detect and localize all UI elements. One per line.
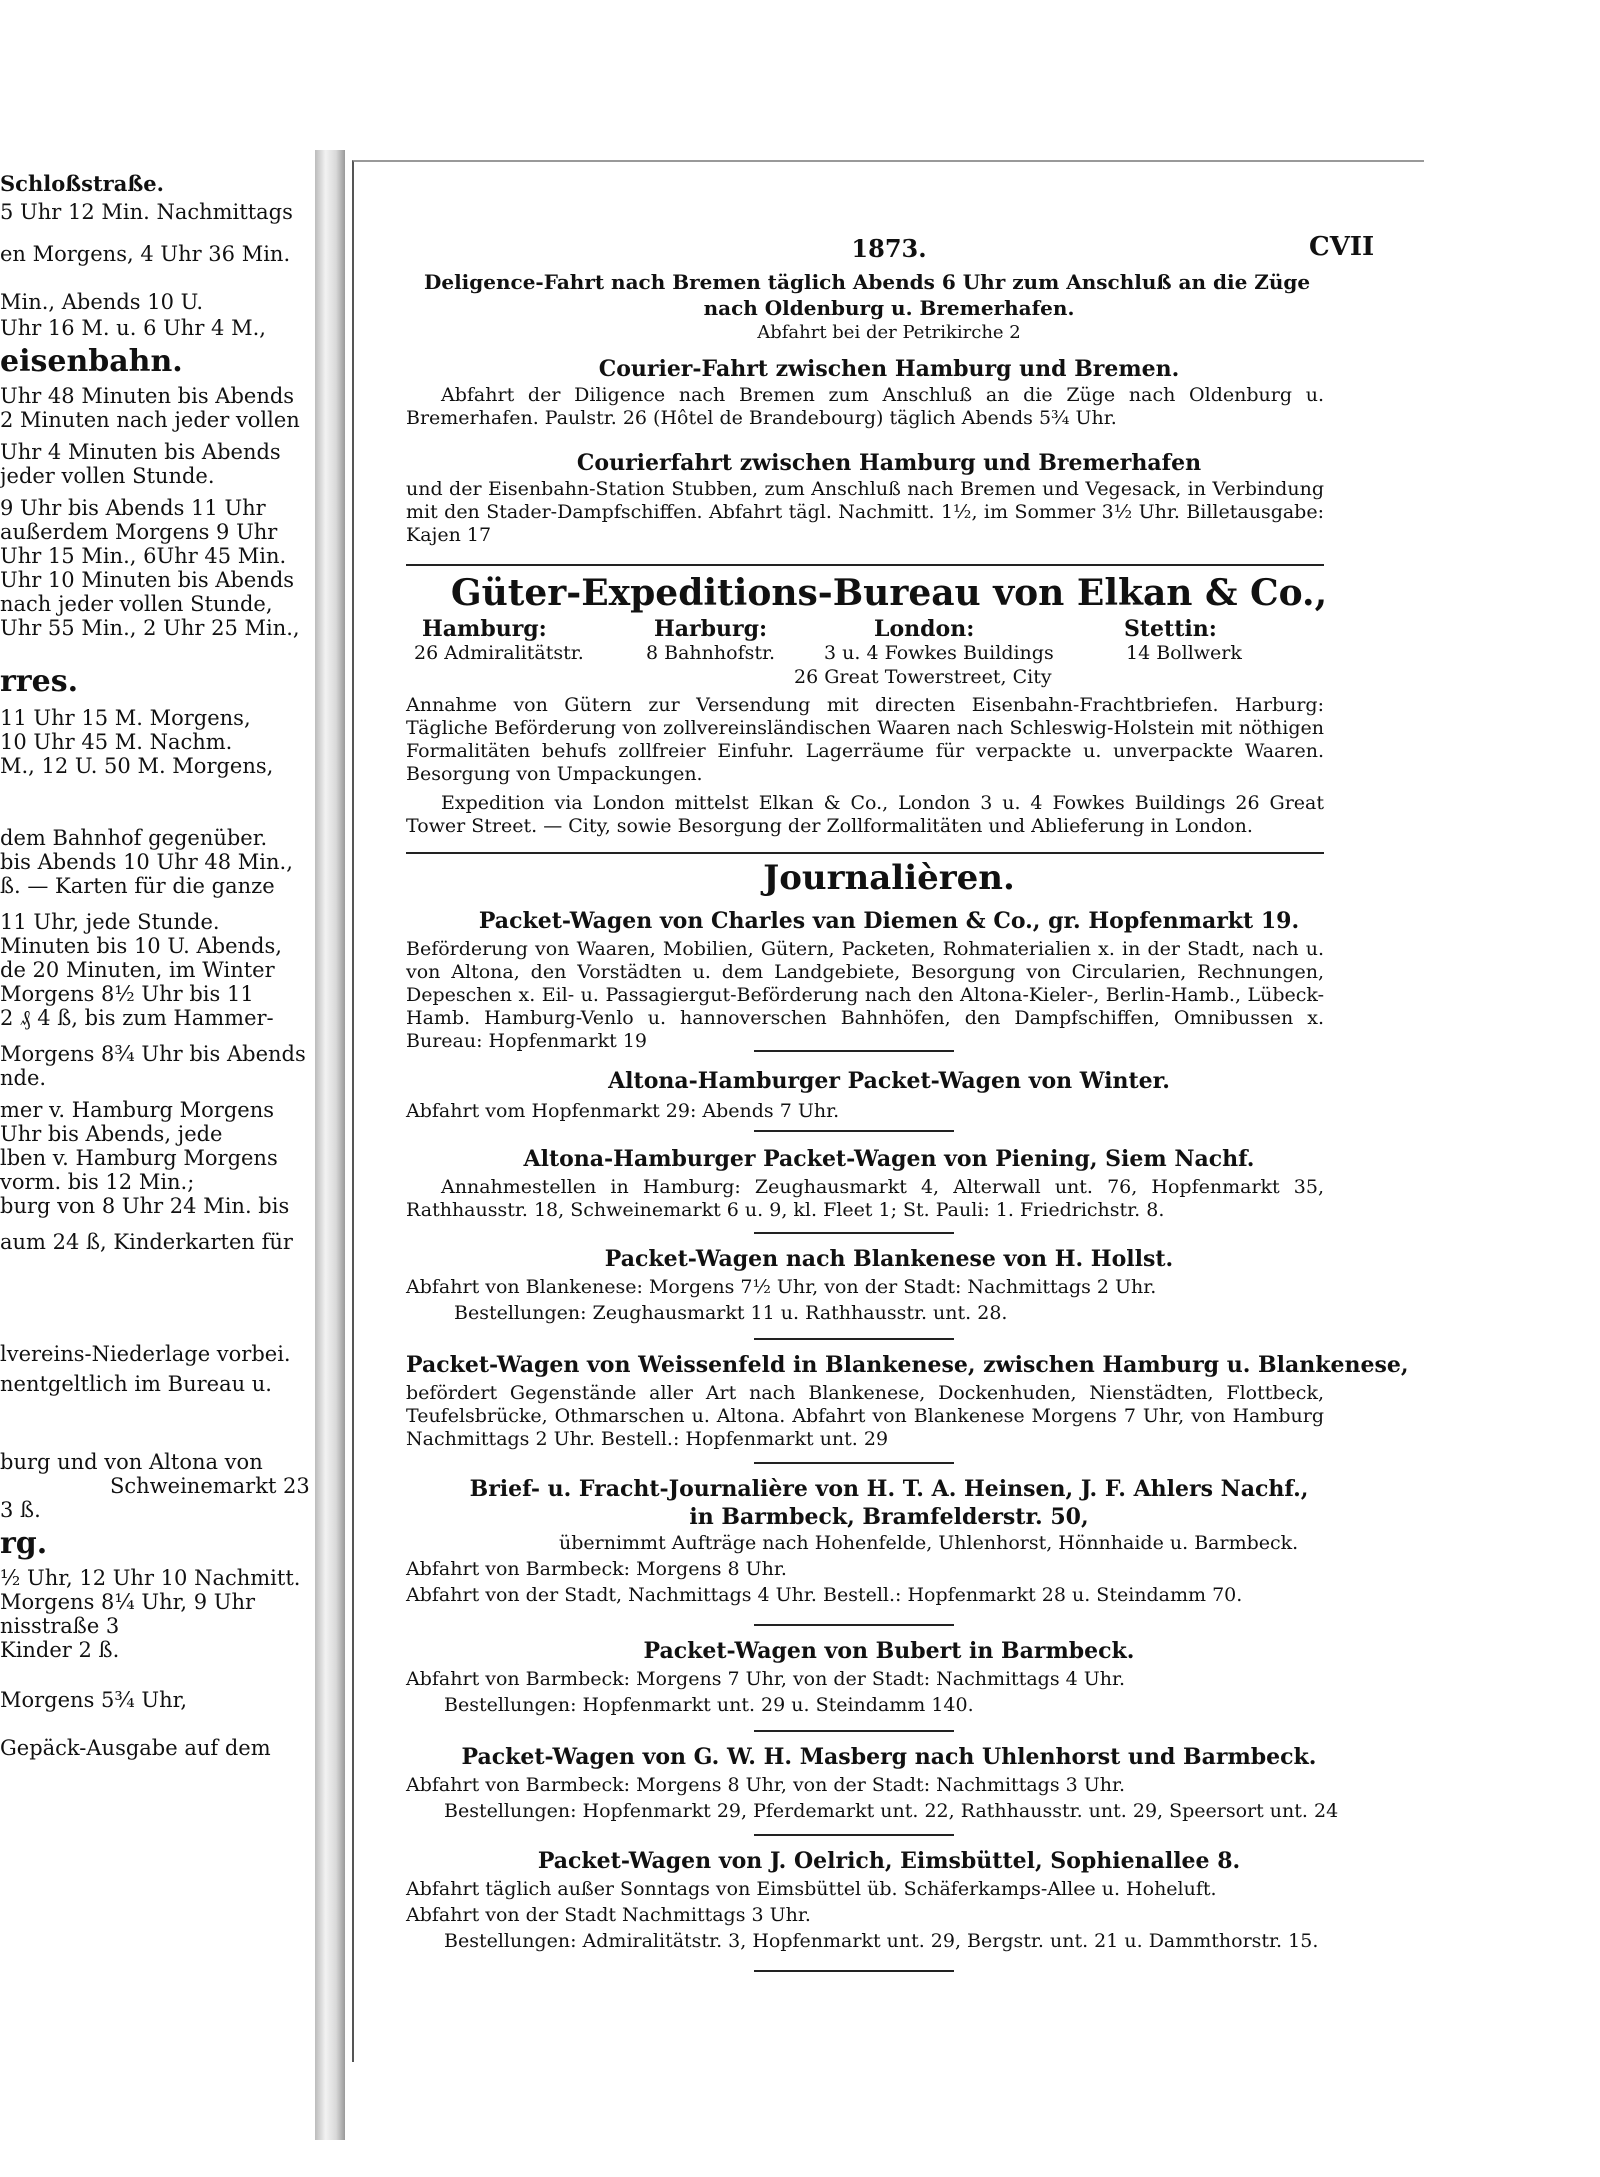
heinsen-line: Abfahrt von Barmbeck: Morgens 8 Uhr. — [406, 1558, 787, 1580]
left-line: 5 Uhr 12 Min. Nachmittags — [0, 200, 293, 224]
short-divider — [754, 1338, 954, 1340]
bubert-title: Packet-Wagen von Bubert in Barmbeck. — [643, 1638, 1135, 1664]
left-line: Uhr 55 Min., 2 Uhr 25 Min., — [0, 616, 300, 640]
left-line: Minuten bis 10 U. Abends, — [0, 934, 282, 958]
left-line: M., 12 U. 50 M. Morgens, — [0, 754, 274, 778]
left-line: en Morgens, 4 Uhr 36 Min. — [0, 242, 291, 266]
heinsen-title: Brief- u. Fracht-Journalière von H. T. A. Heinsen, J. F. Ahlers Nachf., — [469, 1476, 1309, 1502]
left-line: nisstraße 3 — [0, 1614, 120, 1638]
diligence-title: Deligence-Fahrt nach Bremen täglich Abends 6 Uhr zum Anschluß an die Züge — [424, 270, 1311, 294]
masberg-line: Abfahrt von Barmbeck: Morgens 8 Uhr, von der Stadt: Nachmittags 3 Uhr. — [406, 1774, 1126, 1796]
oelrich-line: Bestellungen: Admiralitätstr. 3, Hopfenmarkt unt. 29, Bergstr. unt. 21 u. Dammthorstr. 15. — [444, 1930, 1319, 1952]
heinsen-line: übernimmt Aufträge nach Hohenfelde, Uhlenhorst, Hönnhaide u. Barmbeck. — [559, 1532, 1299, 1554]
elkan-address-london: 3 u. 4 Fowkes Buildings — [824, 642, 1054, 664]
left-line: 2 Minuten nach jeder vollen — [0, 408, 300, 432]
bubert-line: Bestellungen: Hopfenmarkt unt. 29 u. Steindamm 140. — [444, 1694, 974, 1716]
left-line: nde. — [0, 1066, 47, 1090]
left-line: ½ Uhr, 12 Uhr 10 Nachmitt. — [0, 1566, 301, 1590]
masberg-title: Packet-Wagen von G. W. H. Masberg nach Uhlenhorst und Barmbeck. — [461, 1744, 1317, 1770]
oelrich-line: Abfahrt von der Stadt Nachmittags 3 Uhr. — [406, 1904, 811, 1926]
elkan-city-stettin: Stettin: — [1124, 616, 1217, 642]
short-divider — [754, 1970, 954, 1972]
left-line: Uhr 15 Min., 6Uhr 45 Min. — [0, 544, 287, 568]
left-line: ß. — Karten für die ganze — [0, 874, 275, 898]
section-divider — [406, 564, 1324, 566]
left-line: Uhr 10 Minuten bis Abends — [0, 568, 295, 592]
left-line: lvereins-Niederlage vorbei. — [0, 1342, 291, 1366]
diligence-subtitle: Abfahrt bei der Petrikirche 2 — [757, 322, 1021, 343]
left-line: Min., Abends 10 U. — [0, 290, 204, 314]
diligence-title-2: nach Oldenburg u. Bremerhafen. — [703, 296, 1075, 320]
left-line: Schloßstraße. — [0, 171, 164, 196]
hollst-line: Bestellungen: Zeughausmarkt 11 u. Rathhausstr. unt. 28. — [454, 1302, 1008, 1324]
masberg-line: Bestellungen: Hopfenmarkt 29, Pferdemarkt unt. 22, Rathhausstr. unt. 29, Speersort unt. 24 — [444, 1800, 1339, 1822]
short-divider — [754, 1232, 954, 1234]
left-line: 10 Uhr 45 M. Nachm. — [0, 730, 233, 754]
elkan-address-stettin: 14 Bollwerk — [1126, 642, 1242, 664]
short-divider — [754, 1130, 954, 1132]
elkan-city-london: London: — [874, 616, 975, 642]
left-line: Uhr bis Abends, jede — [0, 1122, 223, 1146]
short-divider — [754, 1834, 954, 1836]
page-number: CVII — [1309, 232, 1375, 262]
left-line: lben v. Hamburg Morgens — [0, 1146, 278, 1170]
left-line: Morgens 8¼ Uhr, 9 Uhr — [0, 1590, 256, 1614]
short-divider — [754, 1730, 954, 1732]
elkan-title: Güter-Expeditions-Bureau von Elkan & Co., — [450, 572, 1328, 614]
courier2-text: und der Eisenbahn-Station Stubben, zum Anschluß nach Bremen und Vegesack, in Verbindung mit den Stader-Dampfschiffen. Abfahrt tägl. Nachmitt. 1½, im Sommer 3½ Uhr. Billetausgabe: Kajen 17 — [406, 478, 1324, 546]
elkan-address-harburg: 8 Bahnhofstr. — [646, 642, 776, 664]
left-heading: rg. — [0, 1526, 48, 1561]
elkan-text-2: Expedition via London mittelst Elkan & Co., London 3 u. 4 Fowkes Buildings 26 Great Tower Street. — City, sowie Besorgung der Zollformalitäten und Ablieferung in London. — [406, 792, 1324, 837]
short-divider — [754, 1624, 954, 1626]
left-line: Uhr 16 M. u. 6 Uhr 4 M., — [0, 316, 266, 340]
left-line: 9 Uhr bis Abends 11 Uhr — [0, 496, 266, 520]
left-line: 11 Uhr, jede Stunde. — [0, 910, 220, 934]
heinsen-line: Abfahrt von der Stadt, Nachmittags 4 Uhr. Bestell.: Hopfenmarkt 28 u. Steindamm 70. — [406, 1584, 1243, 1606]
elkan-city-harburg: Harburg: — [654, 616, 768, 642]
left-line: 2 ₰ 4 ß, bis zum Hammer- — [0, 1006, 274, 1030]
left-line: außerdem Morgens 9 Uhr — [0, 520, 278, 544]
diemen-title: Packet-Wagen von Charles van Diemen & Co., gr. Hopfenmarkt 19. — [478, 908, 1300, 934]
left-line: burg und von Altona von — [0, 1450, 263, 1474]
short-divider — [754, 1462, 954, 1464]
left-line: 11 Uhr 15 M. Morgens, — [0, 706, 251, 730]
journalieren-heading: Journalièren. — [763, 858, 1015, 898]
left-line: Morgens 5¾ Uhr, — [0, 1688, 188, 1712]
left-line: Uhr 48 Minuten bis Abends — [0, 384, 295, 408]
elkan-city-hamburg: Hamburg: — [422, 616, 547, 642]
courier-text: Abfahrt der Diligence nach Bremen zum Anschluß an die Züge nach Oldenburg u. Bremerhafen. Paulstr. 26 (Hôtel de Brandebourg) täglich Abends 5¾ Uhr. — [406, 384, 1324, 429]
left-line: jeder vollen Stunde. — [0, 464, 215, 488]
left-heading: eisenbahn. — [0, 344, 183, 379]
left-line: bis Abends 10 Uhr 48 Min., — [0, 850, 293, 874]
winter-text: Abfahrt vom Hopfenmarkt 29: Abends 7 Uhr. — [406, 1100, 840, 1122]
page-year: 1873. — [851, 234, 927, 263]
elkan-address-hamburg: 26 Admiralitätstr. — [414, 642, 584, 664]
elkan-address-london-2: 26 Great Towerstreet, City — [794, 666, 1052, 688]
hollst-line: Abfahrt von Blankenese: Morgens 7½ Uhr, von der Stadt: Nachmittags 2 Uhr. — [406, 1276, 1157, 1298]
page-gutter — [315, 150, 345, 2140]
piening-title: Altona-Hamburger Packet-Wagen von Piening, Siem Nachf. — [523, 1146, 1255, 1172]
left-line: aum 24 ß, Kinderkarten für — [0, 1230, 293, 1254]
left-line: nentgeltlich im Bureau u. — [0, 1372, 272, 1396]
left-line: dem Bahnhof gegenüber. — [0, 826, 268, 850]
hollst-title: Packet-Wagen nach Blankenese von H. Hollst. — [604, 1246, 1174, 1272]
left-line: 3 ß. — [0, 1498, 41, 1522]
heinsen-title-2: in Barmbeck, Bramfelderstr. 50, — [689, 1504, 1089, 1530]
oelrich-line: Abfahrt täglich außer Sonntags von Eimsbüttel üb. Schäferkamps-Allee u. Hoheluft. — [406, 1878, 1217, 1900]
left-line: burg von 8 Uhr 24 Min. bis — [0, 1194, 290, 1218]
left-line: nach jeder vollen Stunde, — [0, 592, 273, 616]
courier2-title: Courierfahrt zwischen Hamburg und Bremerhafen — [576, 450, 1202, 476]
left-page-fragment — [0, 150, 335, 2140]
bubert-line: Abfahrt von Barmbeck: Morgens 7 Uhr, von der Stadt: Nachmittags 4 Uhr. — [406, 1668, 1126, 1690]
left-line: Schweinemarkt 23 — [110, 1474, 310, 1498]
weissenfeld-title: Packet-Wagen von Weissenfeld in Blankenese, zwischen Hamburg u. Blankenese, — [406, 1352, 1409, 1378]
piening-text: Annahmestellen in Hamburg: Zeughausmarkt 4, Alterwall unt. 76, Hopfenmarkt 35, Rathhausstr. 18, Schweinemarkt 6 u. 9, kl. Fleet 1; St. Pauli: 1. Friedrichstr. 8. — [406, 1176, 1324, 1221]
left-line: mer v. Hamburg Morgens — [0, 1098, 275, 1122]
short-divider — [754, 1050, 954, 1052]
diemen-text: Beförderung von Waaren, Mobilien, Gütern, Packeten, Rohmaterialien x. in der Stadt, nach u. von Altona, den Vorstädten u. dem Landgebiete, Besorgung von Circularien, Rechnungen, Depeschen x. Eil- u. Passagiergut-Beförderung nach den Altona-Kieler-, Berlin-Hamb., Lübeck-Hamb. Hamburg-Venlo u. hannoverschen Bahnhöfen, den Dampfschiffen, Omnibussen x. Bureau: Hopfenmarkt 19 — [406, 938, 1324, 1052]
left-line: vorm. bis 12 Min.; — [0, 1170, 195, 1194]
left-line: Gepäck-Ausgabe auf dem — [0, 1736, 271, 1760]
left-line: Kinder 2 ß. — [0, 1638, 120, 1662]
elkan-text: Annahme von Gütern zur Versendung mit directen Eisenbahn-Frachtbriefen. Harburg: Tägliche Beförderung von zollvereinsländischen Waaren nach Schleswig-Holstein mit nöthigen Formalitäten behufs zollfreier Einfuhr. Lagerräume für verpackte u. unverpackte Waaren. Besorgung von Umpackungen. — [406, 694, 1324, 785]
left-line: Uhr 4 Minuten bis Abends — [0, 440, 281, 464]
oelrich-title: Packet-Wagen von J. Oelrich, Eimsbüttel, Sophienallee 8. — [537, 1848, 1241, 1874]
right-page — [352, 160, 1424, 2062]
section-divider — [406, 852, 1324, 854]
left-line: Morgens 8½ Uhr bis 11 — [0, 982, 254, 1006]
left-line: de 20 Minuten, im Winter — [0, 958, 275, 982]
courier-title: Courier-Fahrt zwischen Hamburg und Bremen. — [598, 356, 1180, 382]
left-heading: rres. — [0, 664, 79, 699]
left-line: Morgens 8¾ Uhr bis Abends — [0, 1042, 306, 1066]
weissenfeld-text: befördert Gegenstände aller Art nach Blankenese, Dockenhuden, Nienstädten, Flottbeck, Teufelsbrücke, Othmarschen u. Altona. Abfahrt von Blankenese Morgens 7 Uhr, von Hamburg Nachmittags 2 Uhr. Bestell.: Hopfenmarkt unt. 29 — [406, 1382, 1324, 1450]
winter-title: Altona-Hamburger Packet-Wagen von Winter. — [608, 1068, 1170, 1094]
